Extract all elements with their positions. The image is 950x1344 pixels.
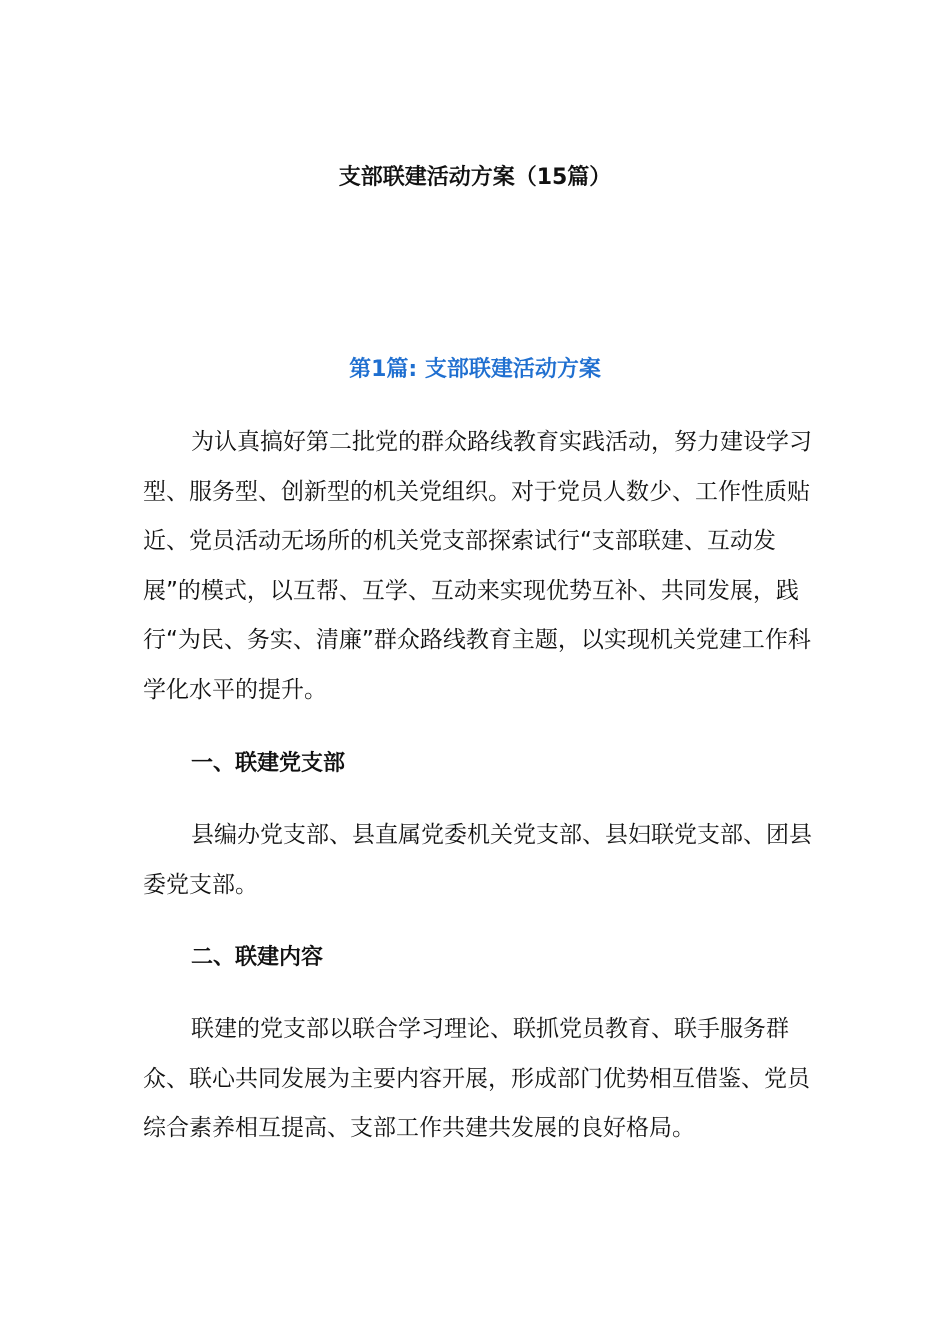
section-heading-2: 二、联建内容 — [191, 945, 324, 970]
section-heading-1: 一、联建党支部 — [191, 751, 346, 776]
section-body-1: 县编办党支部、县直属党委机关党支部、县妇联党支部、团县委党支部。 — [143, 822, 812, 898]
section-body-2: 联建的党支部以联合学习理论、联抓党员教育、联手服务群众、联心共同发展为主要内容开展，形成部门优势相互借鉴、党员综合素养相互提高、支部工作共建共发展的良好格局。 — [143, 1016, 810, 1141]
document-title: 支部联建活动方案（15篇） — [338, 165, 612, 190]
chapter-title: 第1篇: 支部联建活动方案 — [349, 357, 601, 382]
intro-paragraph: 为认真搞好第二批党的群众路线教育实践活动，努力建设学习型、服务型、创新型的机关党组织。对于党员人数少、工作性质贴近、党员活动无场所的机关党支部探索试行“支部联建、互动发展”的模式，以互帮、互学、互动来实现优势互补、共同发展，践行“为民、务实、清廉”群众路线教育主题，以实现机关党建工作科学化水平的提升。 — [143, 429, 812, 703]
